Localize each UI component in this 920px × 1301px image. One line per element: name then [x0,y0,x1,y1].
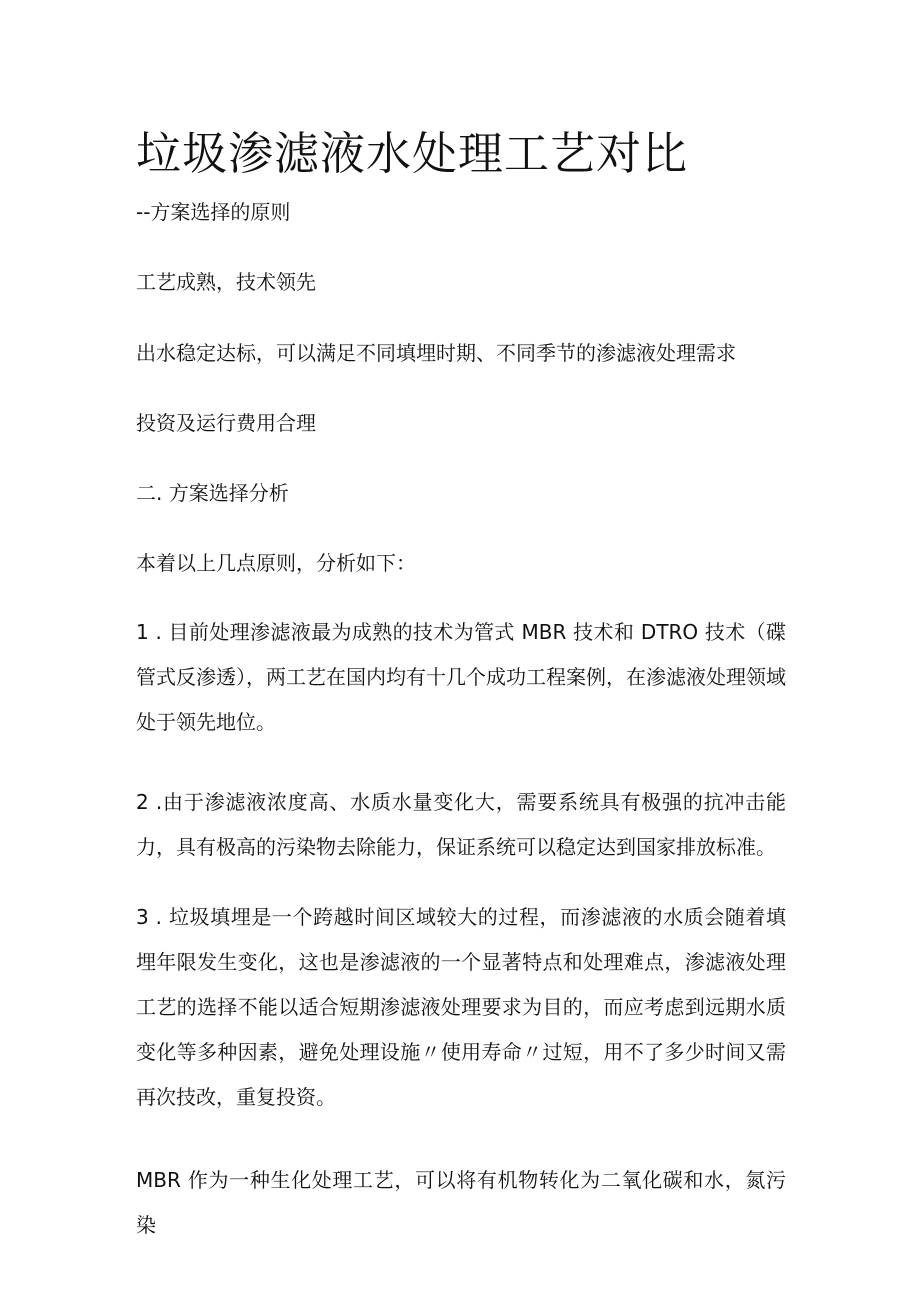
analysis-point-3: 3 . 垃圾填埋是一个跨越时间区域较大的过程，而渗滤液的水质会随着填埋年限发生变化，这也是渗滤液的一个显著特点和处理难点，渗滤液处理工艺的选择不能以适合短期渗滤液处理要求为目的，而应考虑到远期水质变化等多种因素，避免处理设施〃使用寿命〃过短，用不了多少时间又需再次技改，重复投资。 [136,905,786,1109]
principle-2: 出水稳定达标，可以满足不同填埋时期、不同季节的渗滤液处理需求 [136,341,736,365]
trailing-paragraph: MBR 作为一种生化处理工艺，可以将有机物转化为二氧化碳和水，氮污染 [136,1168,786,1237]
analysis-point-1: 1 . 目前处理渗滤液最为成熟的技术为管式 MBR 技术和 DTRO 技术（碟管式反渗透），两工艺在国内均有十几个成功工程案例，在渗滤液处理领域处于领先地位。 [136,620,786,734]
document-title: 垃圾渗滤液水处理工艺对比 [136,127,689,180]
analysis-point-2: 2 .由于渗滤液浓度高、水质水量变化大，需要系统具有极强的抗冲击能力，具有极高的污染物去除能力，保证系统可以稳定达到国家排放标准。 [136,790,786,859]
principle-3: 投资及运行费用合理 [136,411,316,435]
principle-1: 工艺成熟，技术领先 [136,270,316,294]
section-heading: 二. 方案选择分析 [136,481,289,505]
intro-text: 本着以上几点原则，分析如下： [136,551,416,575]
subtitle: --方案选择的原则 [136,200,291,224]
